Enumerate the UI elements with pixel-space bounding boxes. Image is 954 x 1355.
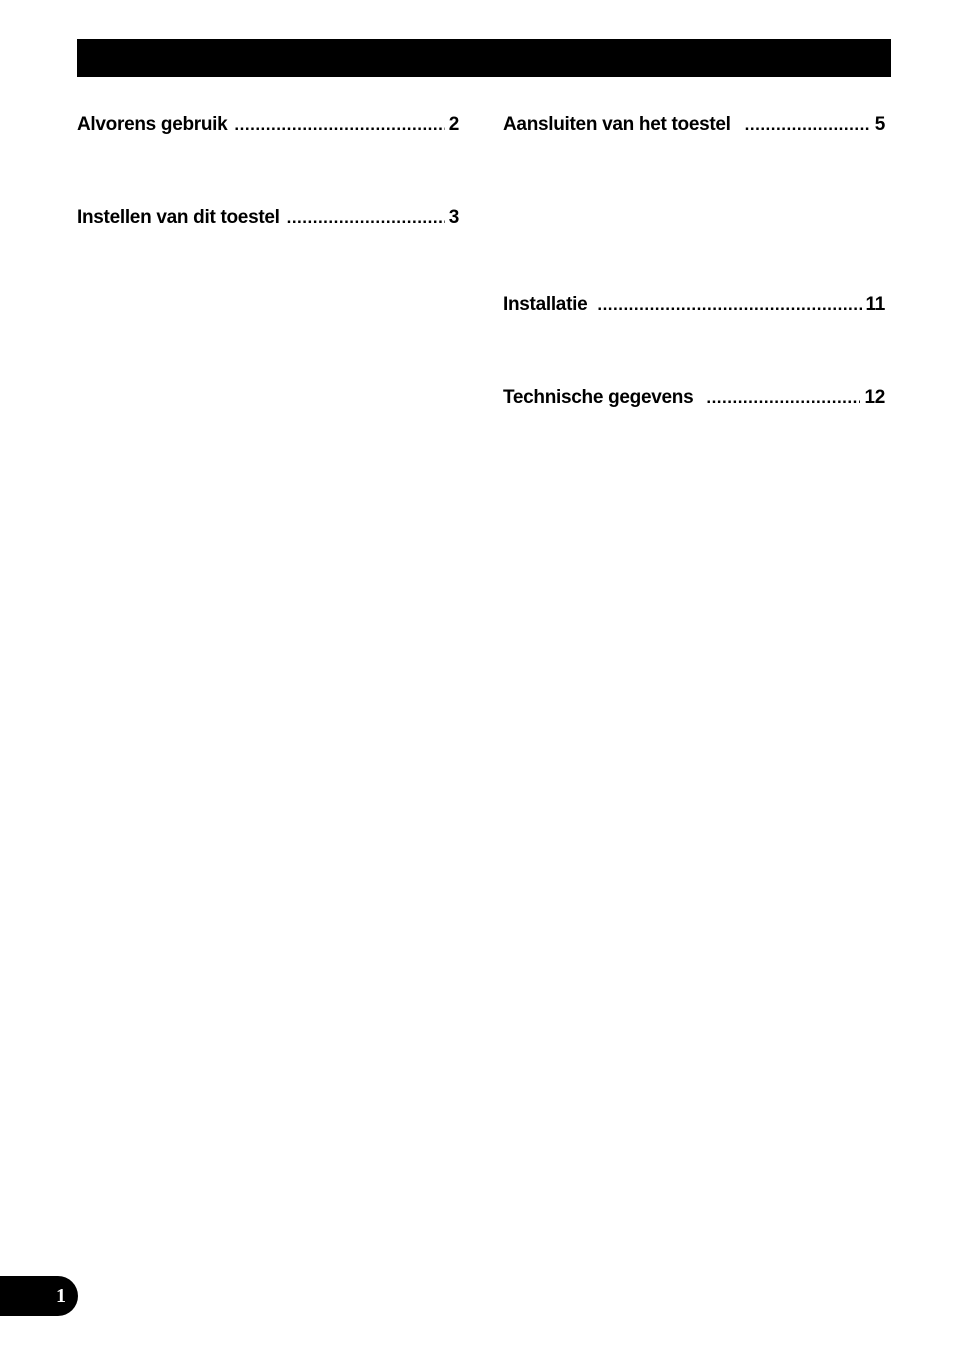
toc-page-number: 12 [864,387,885,408]
toc-title: Instellen van dit toestel [77,207,280,228]
toc-entry-technische-gegevens[interactable] [503,386,885,410]
toc-title: Alvorens gebruik [77,114,228,135]
toc-page-number: 11 [865,294,885,315]
toc-leader-dots [597,293,861,317]
toc-page-number: 2 [448,114,459,135]
toc-title: Aansluiten van het toestel [503,114,731,135]
toc-title: Technische gegevens [503,387,694,408]
toc-entry-instellen-van-dit-toestel[interactable] [77,206,459,230]
page-number: 1 [56,1285,66,1307]
header-bar [77,39,891,77]
toc-entry-aansluiten-van-het-toestel[interactable] [503,113,885,137]
toc-leader-dots [234,113,444,137]
toc-entry-installatie[interactable] [503,293,885,317]
toc-page-number: 5 [874,114,885,135]
toc-leader-dots [706,386,860,410]
toc-title: Installatie [503,294,588,315]
toc-page-number: 3 [448,207,459,228]
page-number-tab [0,1276,78,1316]
toc-entry-alvorens-gebruik[interactable] [77,113,459,137]
toc-leader-dots [745,113,871,137]
toc-leader-dots [287,206,445,230]
